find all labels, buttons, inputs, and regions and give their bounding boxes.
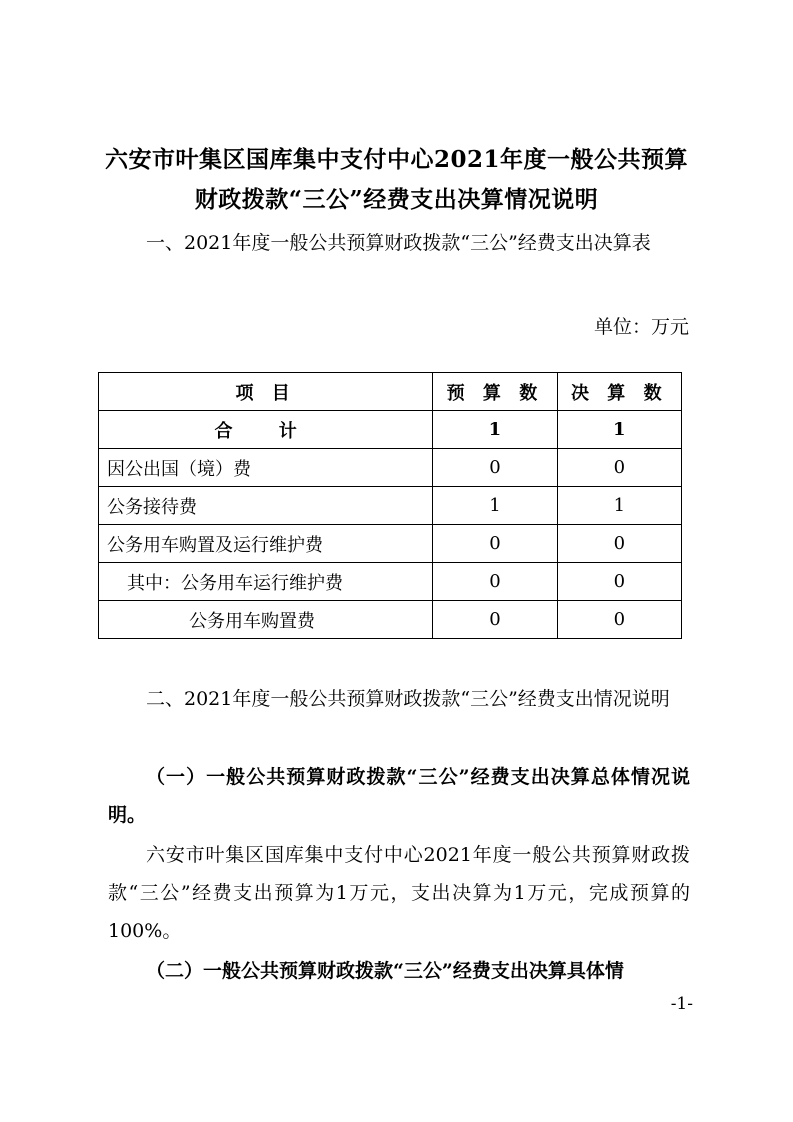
unit-label: 单位：万元 xyxy=(593,316,689,338)
row-budget: 0 xyxy=(433,525,557,563)
row-final: 0 xyxy=(557,449,681,487)
row-label: 其中：公务用车运行维护费 xyxy=(99,563,433,601)
total-final: 1 xyxy=(557,411,681,449)
row-label: 因公出国（境）费 xyxy=(99,449,433,487)
table-row xyxy=(99,487,682,525)
total-budget: 1 xyxy=(433,411,557,449)
row-label: 公务用车购置费 xyxy=(99,601,433,639)
total-label: 合 计 xyxy=(99,411,433,449)
row-final: 1 xyxy=(557,487,681,525)
row-budget: 0 xyxy=(433,563,557,601)
section1-heading: 一、2021年度一般公共预算财政拨款“三公”经费支出决算表 xyxy=(146,232,651,254)
row-final: 0 xyxy=(557,525,681,563)
table-header-row xyxy=(99,373,682,411)
page-number: -1- xyxy=(670,994,693,1014)
subsection2-heading: （二）一般公共预算财政拨款“三公”经费支出决算具体情 xyxy=(146,960,624,982)
table-row xyxy=(99,525,682,563)
document-title-line1: 六安市叶集区国库集中支付中心2021年度一般公共预算 xyxy=(104,146,688,173)
subsection1-heading: （一）一般公共预算财政拨款“三公”经费支出决算总体情况说明。 xyxy=(108,766,690,826)
header-budget: 预 算 数 xyxy=(433,373,557,411)
row-budget: 0 xyxy=(433,449,557,487)
header-item: 项 目 xyxy=(99,373,433,411)
row-final: 0 xyxy=(557,563,681,601)
table-row xyxy=(99,449,682,487)
row-final: 0 xyxy=(557,601,681,639)
table-row xyxy=(99,563,682,601)
document-title-line2: 财政拨款“三公”经费支出决算情况说明 xyxy=(194,186,599,213)
row-budget: 1 xyxy=(433,487,557,525)
section2-heading: 二、2021年度一般公共预算财政拨款“三公”经费支出情况说明 xyxy=(146,688,670,710)
table-row xyxy=(99,601,682,639)
subsection1-body: 六安市叶集区国库集中支付中心2021年度一般公共预算财政拨款“三公”经费支出预算为1万元，支出决算为1万元，完成预算的100%。 xyxy=(108,844,690,942)
table-total-row xyxy=(99,411,682,449)
row-label: 公务接待费 xyxy=(99,487,433,525)
header-final: 决 算 数 xyxy=(557,373,681,411)
row-label: 公务用车购置及运行维护费 xyxy=(99,525,433,563)
row-budget: 0 xyxy=(433,601,557,639)
budget-table xyxy=(98,372,682,639)
